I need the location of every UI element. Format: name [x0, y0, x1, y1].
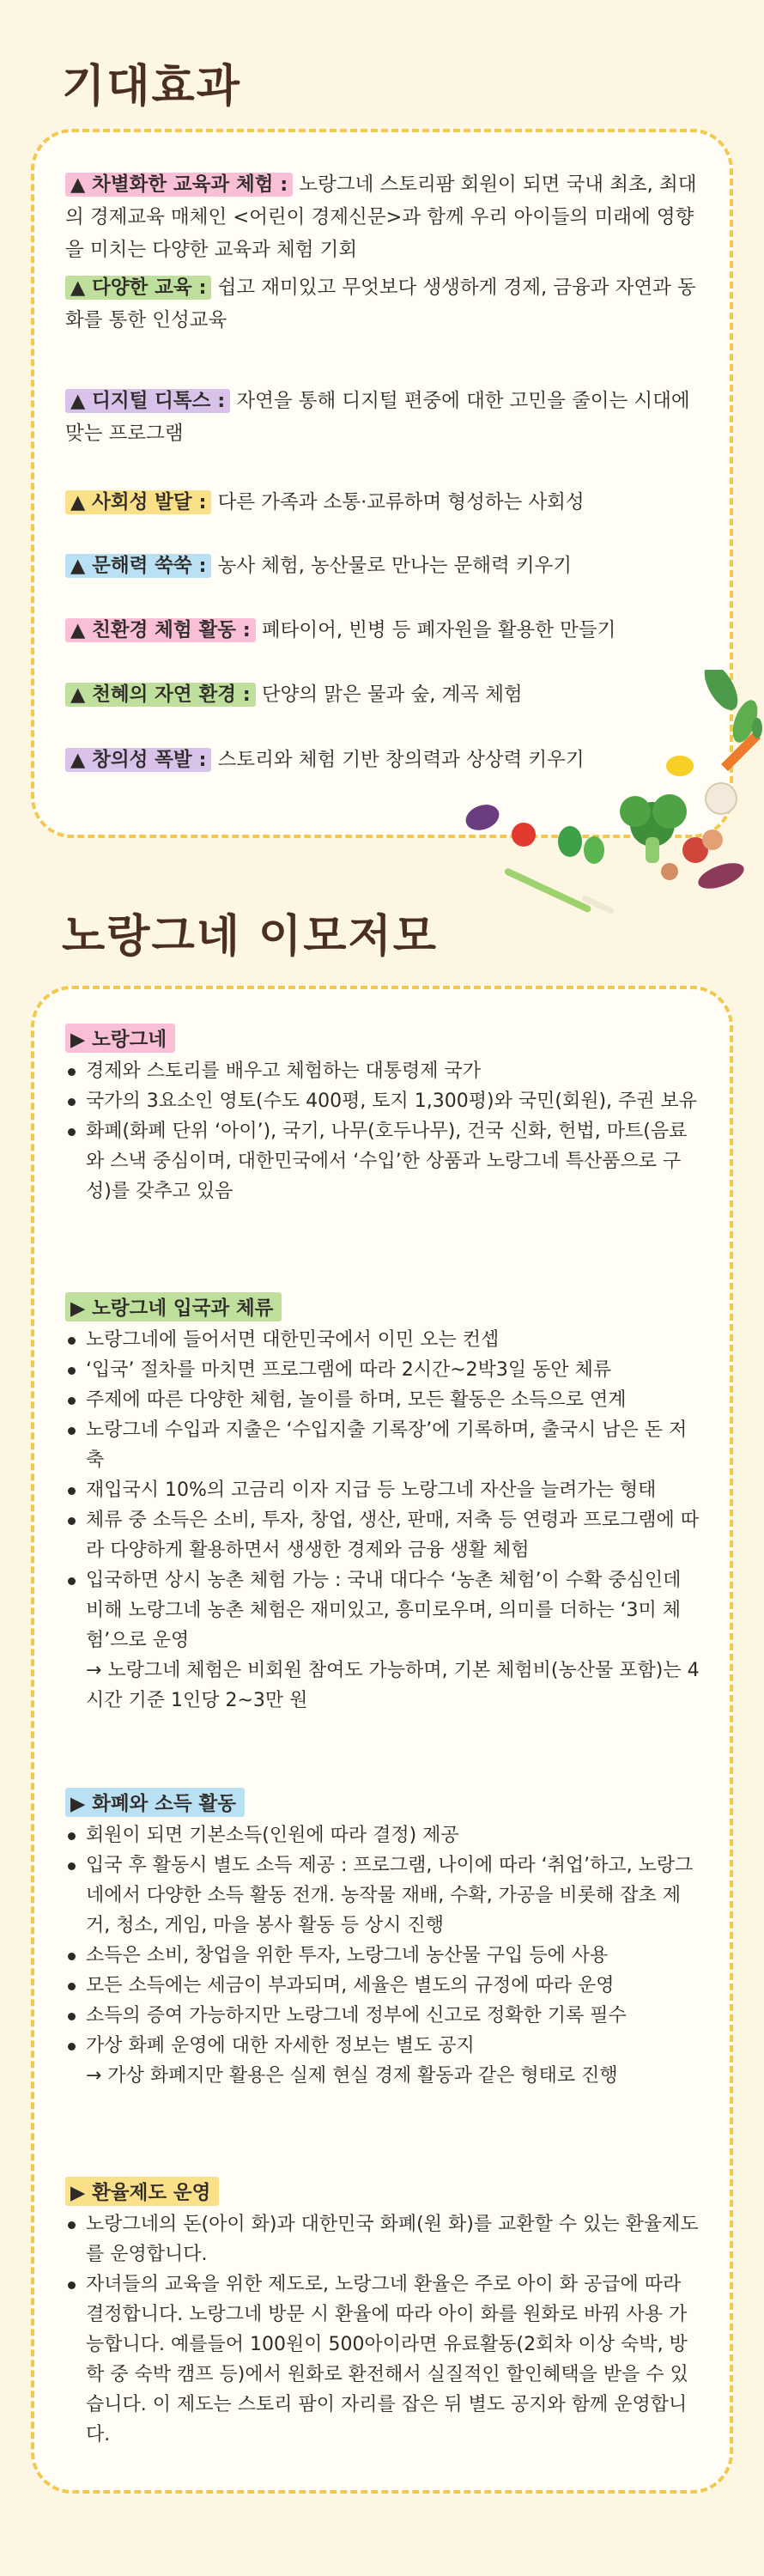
benefit-label: ▲ 천혜의 자연 환경 :: [65, 683, 256, 707]
benefit-item: [65, 486, 700, 519]
benefit-label: ▲ 사회성 발달 :: [65, 490, 211, 514]
group-heading: ▶ 환율제도 운영: [65, 2177, 219, 2206]
list-item: 소득은 소비, 창업을 위한 투자, 노랑그네 농산물 구입 등에 사용: [65, 1941, 700, 1971]
list-item: 회원이 되면 기본소득(인원에 따라 결정) 제공: [65, 1820, 700, 1850]
benefit-item: [65, 385, 700, 450]
info-group: [65, 1292, 700, 1716]
benefit-text: 자연을 통해 디지털 편중에 대한 고민을 줄이는 시대에 맞는 프로그램: [65, 390, 690, 445]
info-group: [65, 1788, 700, 2091]
benefit-item: [65, 550, 700, 582]
group-heading: ▶ 화폐와 소득 활동: [65, 1788, 245, 1817]
benefit-label: ▲ 문해력 쑥쑥 :: [65, 554, 211, 578]
benefit-item: [65, 614, 700, 647]
list-item: 노랑그네에 들어서면 대한민국에서 이민 오는 컨셉: [65, 1325, 700, 1355]
list-item: 소득의 증여 가능하지만 노랑그네 정부에 신고로 정확한 기록 필수: [65, 2001, 700, 2031]
list-item: 주제에 따른 다양한 체험, 놀이를 하며, 모든 활동은 소득으로 연계: [65, 1385, 700, 1415]
list-item: 노랑그네 수입과 지출은 ‘수입지출 기록장’에 기록하며, 출국시 남은 돈 저축: [65, 1415, 700, 1475]
benefit-label: ▲ 디지털 디톡스 :: [65, 389, 230, 413]
list-item: 재입국시 10%의 고금리 이자 지급 등 노랑그네 자산을 늘려가는 형태: [65, 1475, 700, 1505]
group-heading: ▶ 노랑그네 입국과 체류: [65, 1292, 282, 1321]
list-note: → 노랑그네 체험은 비회원 참여도 가능하며, 기본 체험비(농산물 포함)는 4시간 기준 1인당 2~3만 원: [86, 1660, 700, 1711]
list-item: 국가의 3요소인 영토(수도 400평, 토지 1,300평)와 국민(회원), 주권 보유: [65, 1086, 700, 1116]
expected-effects-title: 기대효과: [62, 61, 241, 112]
list-item: 경제와 스토리를 배우고 체험하는 대통령제 국가: [65, 1056, 700, 1086]
group-heading: ▶ 노랑그네: [65, 1024, 175, 1053]
list-item: 화폐(화폐 단위 ‘아이’), 국기, 나무(호두나무), 건국 신화, 헌법, 마트(음료와 스낵 중심이며, 대한민국에서 ‘수입’한 상품과 노랑그네 특산품으로 구성)를 갖추고 있음: [65, 1116, 700, 1206]
benefit-text: 단양의 맑은 물과 숲, 계곡 체험: [255, 683, 523, 706]
list-item: 가상 화폐 운영에 대한 자세한 정보는 별도 공지: [65, 2031, 700, 2061]
benefit-item: [65, 168, 700, 266]
list-item: 노랑그네의 돈(아이 화)과 대한민국 화폐(원 화)를 교환할 수 있는 환율제도를 운영합니다.: [65, 2209, 700, 2269]
benefit-label: ▲ 다양한 교육 :: [65, 276, 211, 300]
list-item: 자녀들의 교육을 위한 제도로, 노랑그네 환율은 주로 아이 화 공급에 따라 결정합니다. 노랑그네 방문 시 환율에 따라 아이 화를 원화로 바꿔 사용 가능합니다. 예를들어 100원이 500아이라면 유료활동(2회차 이상 숙박, 방학 중 숙박 캠프 등)에서 원화로 환전해서 실질적인 할인혜택을 받을 수 있습니다. 이 제도는 스토리 팜이 자리를 잡은 뒤 별도 공지와 함께 운영합니다.: [65, 2269, 700, 2450]
benefit-text: 노랑그네 스토리팜 회원이 되면 국내 최초, 최대의 경제교육 매체인 <어린이 경제신문>과 함께 우리 아이들의 미래에 영향을 미치는 다양한 교육과 체험 기회: [65, 173, 697, 261]
benefit-label: ▲ 창의성 폭발 :: [65, 748, 211, 772]
group-list: [65, 1820, 700, 2091]
benefit-label: ▲ 친환경 체험 활동 :: [65, 618, 256, 642]
list-note: → 가상 화폐지만 활용은 실제 현실 경제 활동과 같은 형태로 진행: [86, 2065, 618, 2087]
vegetables-icon: [455, 670, 764, 927]
benefit-text: 농사 체험, 농산물로 만나는 문해력 키우기: [211, 555, 573, 577]
info-group: [65, 2177, 700, 2450]
list-item: 입국하면 상시 농촌 체험 가능 : 국내 대다수 ‘농촌 체험’이 수확 중심인데 비해 노랑그네 농촌 체험은 재미있고, 흥미로우며, 의미를 더하는 ‘3미 체험’으로 운영: [65, 1565, 700, 1656]
benefit-item: [65, 271, 700, 337]
about-title: 노랑그네 이모저모: [62, 911, 438, 963]
group-list: [65, 1325, 700, 1716]
vegetables-illustration: [455, 670, 764, 927]
list-item: 입국 후 활동시 별도 소득 제공 : 프로그램, 나이에 따라 ‘취업’하고, 노랑그네에서 다양한 소득 활동 전개. 농작물 재배, 수확, 가공을 비롯해 잡초 제거, 청소, 게임, 마을 봉사 활동 등 상시 진행: [65, 1850, 700, 1941]
benefit-text: 다른 가족과 소통·교류하며 형성하는 사회성: [211, 491, 585, 513]
benefit-label: ▲ 차별화한 교육과 체험 :: [65, 173, 293, 197]
list-item: ‘입국’ 절차를 마치면 프로그램에 따라 2시간~2박3일 동안 체류: [65, 1355, 700, 1385]
group-list: [65, 2209, 700, 2450]
list-item: 모든 소득에는 세금이 부과되며, 세율은 별도의 규정에 따라 운영: [65, 1971, 700, 2001]
benefit-text: 쉽고 재미있고 무엇보다 생생하게 경제, 금융과 자연과 동화를 통한 인성교육: [65, 276, 696, 331]
info-group: [65, 1024, 700, 1206]
list-item: 체류 중 소득은 소비, 투자, 창업, 생산, 판매, 저축 등 연령과 프로그램에 따라 다양하게 활용하면서 생생한 경제와 금융 생활 체험: [65, 1505, 700, 1565]
benefit-text: 스토리와 체험 기반 창의력과 상상력 키우기: [211, 749, 585, 771]
group-list: [65, 1056, 700, 1206]
benefit-text: 폐타이어, 빈병 등 폐자원을 활용한 만들기: [255, 619, 616, 641]
